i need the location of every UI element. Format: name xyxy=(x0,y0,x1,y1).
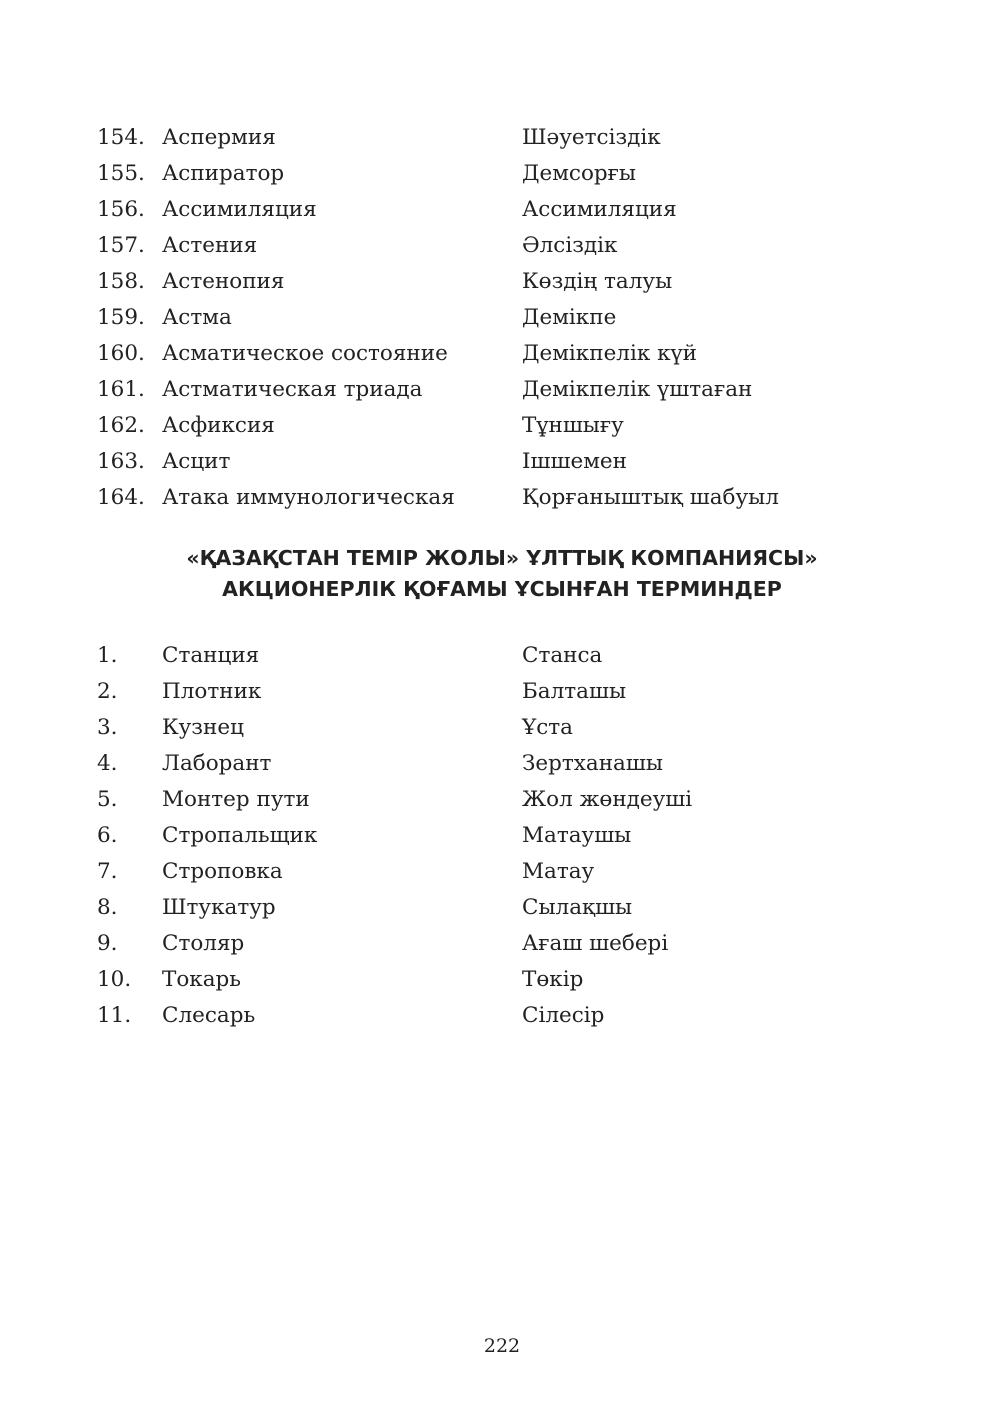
term-kazakh: Балташы xyxy=(522,679,627,704)
term-russian: Асцит xyxy=(162,449,231,474)
term-kazakh: Демсорғы xyxy=(522,161,637,186)
term-row xyxy=(97,264,817,300)
term-russian: Столяр xyxy=(162,931,245,956)
term-row xyxy=(97,192,817,228)
term-number: 160. xyxy=(97,341,145,366)
term-number: 164. xyxy=(97,485,145,510)
term-number: 7. xyxy=(97,859,118,884)
section-heading-line1: «ҚАЗАҚСТАН ТЕМІР ЖОЛЫ» ҰЛТТЫҚ КОМПАНИЯСЫ» xyxy=(186,546,818,570)
term-number: 161. xyxy=(97,377,145,402)
term-russian: Монтер пути xyxy=(162,787,310,812)
term-kazakh: Қорғаныштық шабуыл xyxy=(522,485,779,510)
term-russian: Аспермия xyxy=(162,125,276,150)
term-russian: Аспиратор xyxy=(162,161,285,186)
term-list-medical xyxy=(97,120,817,516)
term-number: 159. xyxy=(97,305,145,330)
term-number: 4. xyxy=(97,751,118,776)
term-row xyxy=(97,156,817,192)
term-russian: Плотник xyxy=(162,679,262,704)
term-number: 8. xyxy=(97,895,118,920)
term-kazakh: Көздің талуы xyxy=(522,269,673,294)
term-russian: Астенопия xyxy=(162,269,285,294)
term-kazakh: Демікпе xyxy=(522,305,617,330)
term-kazakh: Төкір xyxy=(522,967,584,992)
term-row xyxy=(97,710,817,746)
term-number: 11. xyxy=(97,1003,132,1028)
term-number: 6. xyxy=(97,823,118,848)
term-row xyxy=(97,926,817,962)
section-heading-line2: АКЦИОНЕРЛІК ҚОҒАМЫ ҰСЫНҒАН ТЕРМИНДЕР xyxy=(222,577,782,601)
term-kazakh: Матау xyxy=(522,859,595,884)
term-kazakh: Шәуетсіздік xyxy=(522,125,661,150)
term-kazakh: Сылақшы xyxy=(522,895,633,920)
term-number: 155. xyxy=(97,161,145,186)
term-row xyxy=(97,372,817,408)
term-kazakh: Ағаш шебері xyxy=(522,931,669,956)
term-number: 2. xyxy=(97,679,118,704)
term-russian: Ассимиляция xyxy=(162,197,317,222)
term-number: 3. xyxy=(97,715,118,740)
term-kazakh: Ассимиляция xyxy=(522,197,677,222)
term-kazakh: Тұншығу xyxy=(522,413,624,438)
term-russian: Асфиксия xyxy=(162,413,275,438)
term-number: 157. xyxy=(97,233,145,258)
term-kazakh: Матаушы xyxy=(522,823,632,848)
term-row xyxy=(97,674,817,710)
term-row xyxy=(97,300,817,336)
term-number: 10. xyxy=(97,967,132,992)
term-russian: Лаборант xyxy=(162,751,272,776)
term-kazakh: Ұста xyxy=(522,715,573,740)
term-row xyxy=(97,336,817,372)
page-number: 222 xyxy=(483,1335,521,1357)
term-number: 158. xyxy=(97,269,145,294)
term-russian: Кузнец xyxy=(162,715,244,740)
term-number: 9. xyxy=(97,931,118,956)
term-number: 162. xyxy=(97,413,145,438)
term-kazakh: Демікпелік үштаған xyxy=(522,377,753,402)
term-russian: Штукатур xyxy=(162,895,276,920)
term-kazakh: Әлсіздік xyxy=(522,233,618,258)
term-number: 1. xyxy=(97,643,118,668)
term-row xyxy=(97,818,817,854)
term-row xyxy=(97,408,817,444)
term-number: 5. xyxy=(97,787,118,812)
term-kazakh: Ішшемен xyxy=(522,449,627,474)
term-russian: Слесарь xyxy=(162,1003,256,1028)
term-row xyxy=(97,890,817,926)
term-row xyxy=(97,854,817,890)
term-russian: Токарь xyxy=(162,967,242,992)
term-kazakh: Зертханашы xyxy=(522,751,663,776)
term-row xyxy=(97,998,817,1034)
term-row xyxy=(97,444,817,480)
term-row xyxy=(97,480,817,516)
term-row xyxy=(97,746,817,782)
term-russian: Станция xyxy=(162,643,260,668)
term-russian: Астматическая триада xyxy=(162,377,423,402)
term-number: 163. xyxy=(97,449,145,474)
term-russian: Асматическое состояние xyxy=(162,341,448,366)
term-russian: Строповка xyxy=(162,859,283,884)
term-russian: Астма xyxy=(162,305,232,330)
term-list-railway xyxy=(97,638,817,1034)
term-kazakh: Демікпелік күй xyxy=(522,341,698,366)
term-russian: Атака иммунологическая xyxy=(162,485,455,510)
term-row xyxy=(97,228,817,264)
term-row xyxy=(97,638,817,674)
term-russian: Стропальщик xyxy=(162,823,318,848)
term-kazakh: Станса xyxy=(522,643,603,668)
term-row xyxy=(97,120,817,156)
term-row xyxy=(97,782,817,818)
term-number: 156. xyxy=(97,197,145,222)
term-russian: Астения xyxy=(162,233,258,258)
term-kazakh: Сілесір xyxy=(522,1003,605,1028)
section-heading xyxy=(0,543,1004,605)
term-row xyxy=(97,962,817,998)
term-number: 154. xyxy=(97,125,145,150)
term-kazakh: Жол жөндеуші xyxy=(522,787,693,812)
